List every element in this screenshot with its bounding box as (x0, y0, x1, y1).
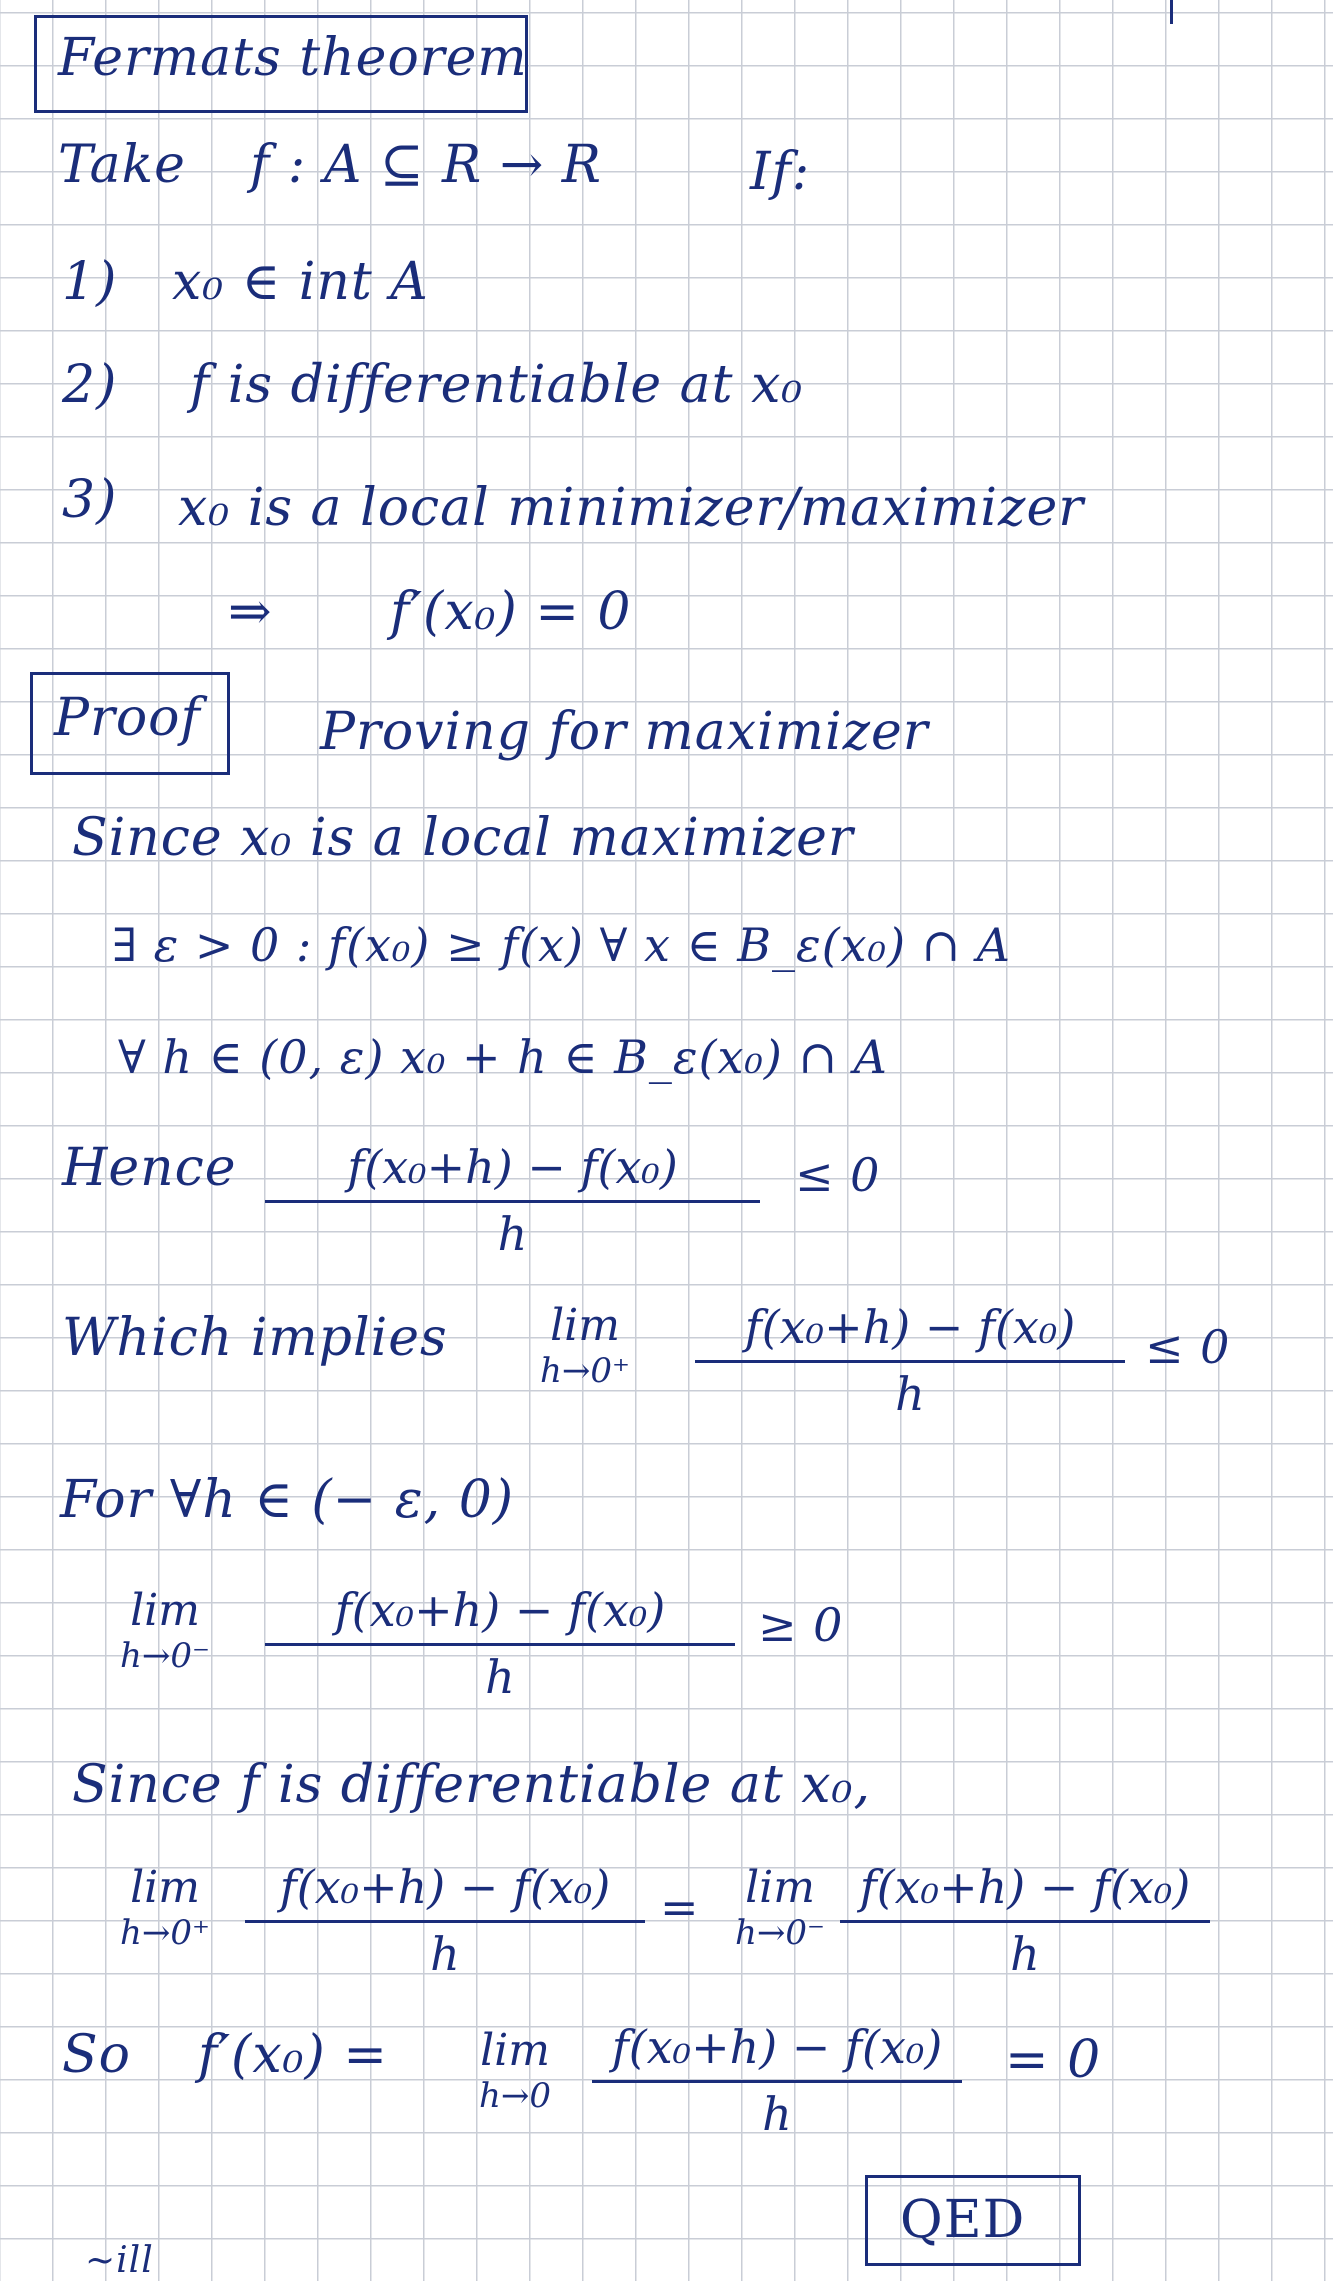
limit-two-sided (455, 2025, 575, 2116)
condition-2: f is differentiable at x₀ (190, 355, 804, 415)
lim-word: lim (745, 1862, 815, 1913)
condition-1: x₀ ∈ int A (172, 252, 429, 312)
quotient-denominator: h (485, 1650, 515, 1704)
since-line: Since x₀ is a local maximizer (72, 808, 854, 868)
limit-left (105, 1585, 225, 1676)
equals-zero: = 0 (1005, 2030, 1102, 2090)
so-word: So (62, 2025, 131, 2085)
lim-word: lim (480, 2025, 550, 2076)
quotient-numerator: f(x₀+h) − f(x₀) (695, 1300, 1125, 1363)
proof-label: Proof (54, 688, 201, 748)
quotient-denominator: h (1010, 1927, 1040, 1981)
le-zero-2: ≤ 0 (1145, 1320, 1231, 1374)
quotient-denominator: h (430, 1927, 460, 1981)
quotient-denominator: h (895, 1367, 925, 1421)
equals-sign: = (660, 1880, 700, 1934)
exists-line: ∃ ε > 0 : f(x₀) ≥ f(x) ∀ x ∈ B_ε(x₀) ∩ A (112, 918, 1012, 972)
difference-quotient-5 (840, 1860, 1210, 1981)
limit-left-2 (720, 1862, 840, 1953)
conclusion: f′(x₀) = 0 (390, 582, 632, 642)
cut-off-text: ~ill (85, 2240, 154, 2281)
function-map: f : A ⊆ R → R (250, 135, 602, 195)
quotient-numerator: f(x₀+h) − f(x₀) (265, 1140, 760, 1203)
forall-line: ∀ h ∈ (0, ε) x₀ + h ∈ B_ε(x₀) ∩ A (118, 1030, 888, 1084)
limit-right-2 (100, 1862, 230, 1953)
qed-label: QED (900, 2190, 1026, 2250)
for-line: For ∀h ∈ (− ε, 0) (60, 1470, 515, 1530)
difference-quotient-6 (592, 2020, 962, 2141)
difference-quotient-2 (695, 1300, 1125, 1421)
lim-subscript: h→0 (478, 2076, 552, 2116)
lim-subscript: h→0⁺ (540, 1351, 630, 1391)
which-implies: Which implies (62, 1308, 448, 1368)
condition-3: x₀ is a local minimizer/maximizer (178, 478, 1085, 538)
lim-subscript: h→0⁻ (735, 1913, 825, 1953)
limit-right (525, 1300, 645, 1391)
implies-arrow: ⇒ (228, 582, 273, 642)
take-word: Take (58, 135, 186, 195)
if-word: If: (750, 142, 811, 202)
margin-tick-mark (1170, 0, 1173, 24)
f-prime-equals: f′(x₀) = (198, 2025, 388, 2085)
quotient-numerator: f(x₀+h) − f(x₀) (245, 1860, 645, 1923)
condition-2-number: 2) (62, 355, 118, 415)
lim-word: lim (550, 1300, 620, 1351)
quotient-denominator: h (497, 1207, 528, 1261)
since-differentiable-line: Since f is differentiable at x₀, (72, 1755, 871, 1815)
difference-quotient-1 (265, 1140, 760, 1261)
quotient-numerator: f(x₀+h) − f(x₀) (265, 1583, 735, 1646)
quotient-numerator: f(x₀+h) − f(x₀) (840, 1860, 1210, 1923)
hence-word: Hence (62, 1138, 237, 1198)
ge-zero: ≥ 0 (758, 1598, 844, 1652)
difference-quotient-4 (245, 1860, 645, 1981)
lim-subscript: h→0⁺ (120, 1913, 210, 1953)
lim-word: lim (130, 1585, 200, 1636)
condition-3-number: 3) (62, 470, 118, 530)
le-zero-1: ≤ 0 (795, 1148, 881, 1202)
quotient-denominator: h (762, 2087, 792, 2141)
difference-quotient-3 (265, 1583, 735, 1704)
quotient-numerator: f(x₀+h) − f(x₀) (592, 2020, 962, 2083)
proof-heading: Proving for maximizer (320, 702, 929, 762)
condition-1-number: 1) (62, 252, 118, 312)
lim-word: lim (130, 1862, 200, 1913)
page-title: Fermats theorem (58, 28, 528, 88)
lim-subscript: h→0⁻ (120, 1636, 210, 1676)
